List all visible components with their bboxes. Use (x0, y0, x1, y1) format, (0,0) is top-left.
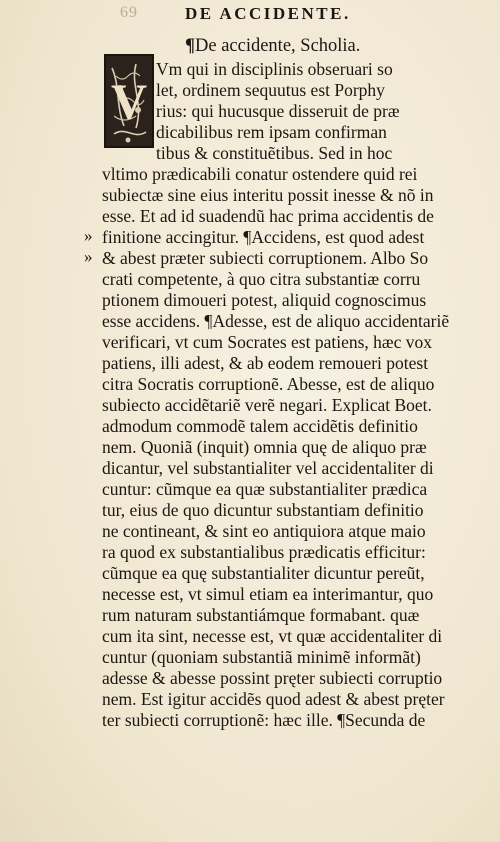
text-line: necesse est, vt simul etiam ea interimantur, quo (102, 584, 434, 604)
text-line: Vm qui in disciplinis obseruari so (156, 59, 393, 79)
text-line: rius: qui hucusque disseruit de præ (156, 101, 400, 121)
pilcrow-mark: ¶ (185, 36, 195, 56)
text-line: ne contineant, & sint eo antiquiora atque maio (102, 521, 426, 541)
text-line: ter subiecti corruptionẽ: hæc ille. ¶Secunda de (102, 710, 426, 730)
text-line: patiens, illi adest, & ab eodem remoueri potest (102, 353, 429, 373)
text-line: vltimo prædicabili conatur ostendere quid rei (102, 164, 418, 184)
text-line: esse accidens. ¶Adesse, est de aliquo accidentariẽ (102, 311, 450, 331)
text-line: let, ordinem sequutus est Porphy (156, 80, 385, 100)
text-line: tibus & constituẽtibus. Sed in hoc (156, 143, 393, 163)
svg-text:V: V (110, 73, 148, 129)
text-line: finitione accingitur. ¶Accidens, est quod adest (102, 227, 425, 247)
text-line: ptionem dimoueri potest, aliquid cognoscimus (102, 290, 427, 310)
text-line: dicabilibus rem ipsam confirman (156, 122, 387, 142)
section-title (185, 36, 360, 57)
page-header (0, 4, 500, 26)
text-line: nem. Quoniã (inquit) omnia quę de aliquo præ (102, 437, 427, 457)
text-line: rum naturam substantiámque formabant. quæ (102, 605, 420, 625)
text-line: dicantur, vel substantialiter vel accidentaliter di (102, 458, 434, 478)
section-title-text: De accidente, Scholia. (195, 36, 361, 56)
text-line: cuntur: cũmque ea quæ substantialiter prædica (102, 479, 428, 499)
margin-quote-mark: » (84, 226, 93, 245)
margin-quote-mark: » (84, 247, 93, 266)
text-line: crati competente, à quo citra substantiæ corru (102, 269, 421, 289)
text-line: tur, eius de quo dicuntur substantiam definitio (102, 500, 424, 520)
page-number: 69 (120, 4, 138, 21)
text-line: nem. Est igitur accidẽs quod adest & abest pręter (102, 689, 445, 709)
text-line: cuntur (quoniam substantiã minimẽ informãt) (102, 647, 421, 667)
text-line: & abest præter subiecti corruptionem. Albo So (102, 248, 429, 268)
text-line: cum ita sint, necesse est, vt quæ accidentaliter di (102, 626, 443, 646)
decorated-initial-letter (104, 54, 154, 148)
text-line: subiectæ sine eius interitu possit inesse & nõ in (102, 185, 434, 205)
text-line: cũmque ea quę substantialiter dicuntur pereũt, (102, 563, 425, 583)
text-line: citra Socratis corruptionẽ. Abesse, est de aliquo (102, 374, 435, 394)
running-head: DE ACCIDENTE. (185, 4, 351, 23)
text-line: esse. Et ad id suadendũ hac prima accidentis de (102, 206, 434, 226)
text-line: subiecto accidẽtariẽ verẽ negari. Explicat Boet. (102, 395, 432, 415)
text-line: verificari, vt cum Socrates est patiens, hæc vox (102, 332, 432, 352)
text-line: adesse & abesse possint pręter subiecti corruptio (102, 668, 443, 688)
text-line: admodum commodẽ talem accidẽtis definitio (102, 416, 418, 436)
text-line: ra quod ex substantialibus prædicatis efficitur: (102, 542, 426, 562)
